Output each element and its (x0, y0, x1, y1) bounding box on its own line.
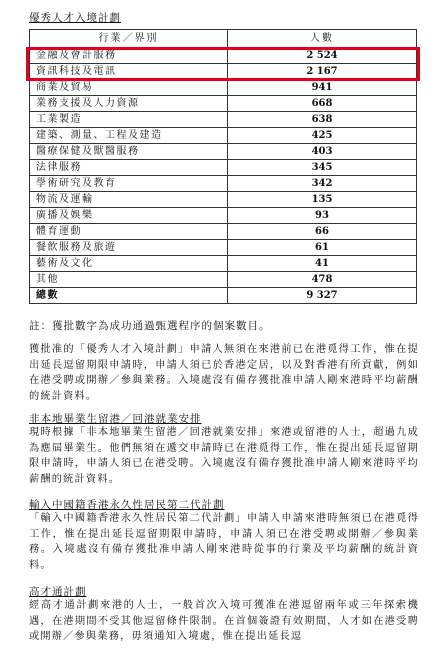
row-category: 工業製造 (30, 112, 228, 128)
table-row (30, 176, 417, 192)
table-row (30, 144, 417, 160)
row-category: 建築、測量、工程及建造 (30, 128, 228, 144)
row-category: 物流及運輸 (30, 192, 228, 208)
section3-title: 輸入中國籍香港永久性居民第二代計劃 (29, 499, 225, 511)
table-row (30, 128, 417, 144)
table-row (30, 208, 417, 224)
row-category: 餐飲服務及旅遊 (30, 240, 228, 256)
table-row (30, 272, 417, 288)
table-row (30, 96, 417, 112)
row-count: 941 (228, 80, 417, 96)
row-category: 商業及貿易 (30, 80, 228, 96)
table-header-row (30, 30, 417, 48)
section4-title: 高才通計劃 (29, 586, 87, 598)
table-body (30, 48, 417, 304)
paragraph-1: 獲批准的「優秀人才入境計劃」申請人無須在來港前已在港覓得工作，惟在提出延長逗留期限申請時，申請人須已於香港定居，以及對香港有所貢獻，例如在港受聘或開辦／參與業務。入境處沒有備存獲批准申請人剛來港時平均薪酬的統計資料。 (29, 344, 419, 402)
row-count: 66 (228, 224, 417, 240)
section3-body: 「輸入中國籍香港永久性居民第二代計劃」申請人申請來港時無須已在港覓得工作，惟在提出延長逗留期限申請時，申請人須已在港受聘或開辦／參與業務。入境處沒有備存獲批准申請人剛來港時從事的行業及平均薪酬的統計資料。 (29, 513, 419, 571)
row-count: 478 (228, 272, 417, 288)
header-category: 行業／界別 (30, 30, 228, 48)
table-row (30, 80, 417, 96)
row-category: 金融及會計服務 (30, 48, 228, 64)
row-count: 345 (228, 160, 417, 176)
row-category: 資訊科技及電訊 (30, 64, 228, 80)
row-count: 135 (228, 192, 417, 208)
section-heading: 優秀人才入境計劃 (29, 12, 121, 24)
row-count: 342 (228, 176, 417, 192)
row-category: 藝術及文化 (30, 256, 228, 272)
row-count: 403 (228, 144, 417, 160)
row-category: 學術研究及教育 (30, 176, 228, 192)
table-note: 註：獲批數字為成功通過甄選程序的個案數目。 (29, 320, 271, 332)
table-row (30, 224, 417, 240)
total-label: 總數 (30, 288, 228, 304)
row-count: 668 (228, 96, 417, 112)
table-row (30, 160, 417, 176)
section2-body: 現時根據「非本地畢業生留港／回港就業安排」來港或留港的人士，超過九成為應屆畢業生。他們無須在遞交申請時已在港覓得工作，惟在提出延長逗留期限申請時，申請人須已在港受聘。入境處沒有備存獲批准申請人剛來港時平均薪酬的統計資料。 (29, 427, 419, 485)
row-category: 廣播及娛樂 (30, 208, 228, 224)
table-row (30, 112, 417, 128)
row-count: 638 (228, 112, 417, 128)
row-count: 425 (228, 128, 417, 144)
row-category: 體育運動 (30, 224, 228, 240)
row-category: 其他 (30, 272, 228, 288)
section4-body: 經高才通計劃來港的人士，一般首次入境可獲准在港逗留兩年或三年探索機遇，在港期間不受其他逗留條件限制。在首個簽證有效期間，人才如在港受聘或開辦／參與業務，毋須通知入境處，惟在提出延長逗 (29, 600, 419, 642)
table-row (30, 192, 417, 208)
row-count: 2 524 (228, 48, 417, 64)
row-count: 93 (228, 208, 417, 224)
row-category: 醫療保健及獸醫服務 (30, 144, 228, 160)
row-count: 41 (228, 256, 417, 272)
table-row (30, 256, 417, 272)
table-total-row (30, 288, 417, 304)
header-count: 人數 (228, 30, 417, 48)
section2-title: 非本地畢業生留港／回港就業安排 (29, 413, 202, 425)
row-category: 法律服務 (30, 160, 228, 176)
row-count: 61 (228, 240, 417, 256)
row-count: 2 167 (228, 64, 417, 80)
highlight-box (26, 47, 420, 81)
table-row (30, 240, 417, 256)
total-count: 9 327 (228, 288, 417, 304)
row-category: 業務支援及人力資源 (30, 96, 228, 112)
